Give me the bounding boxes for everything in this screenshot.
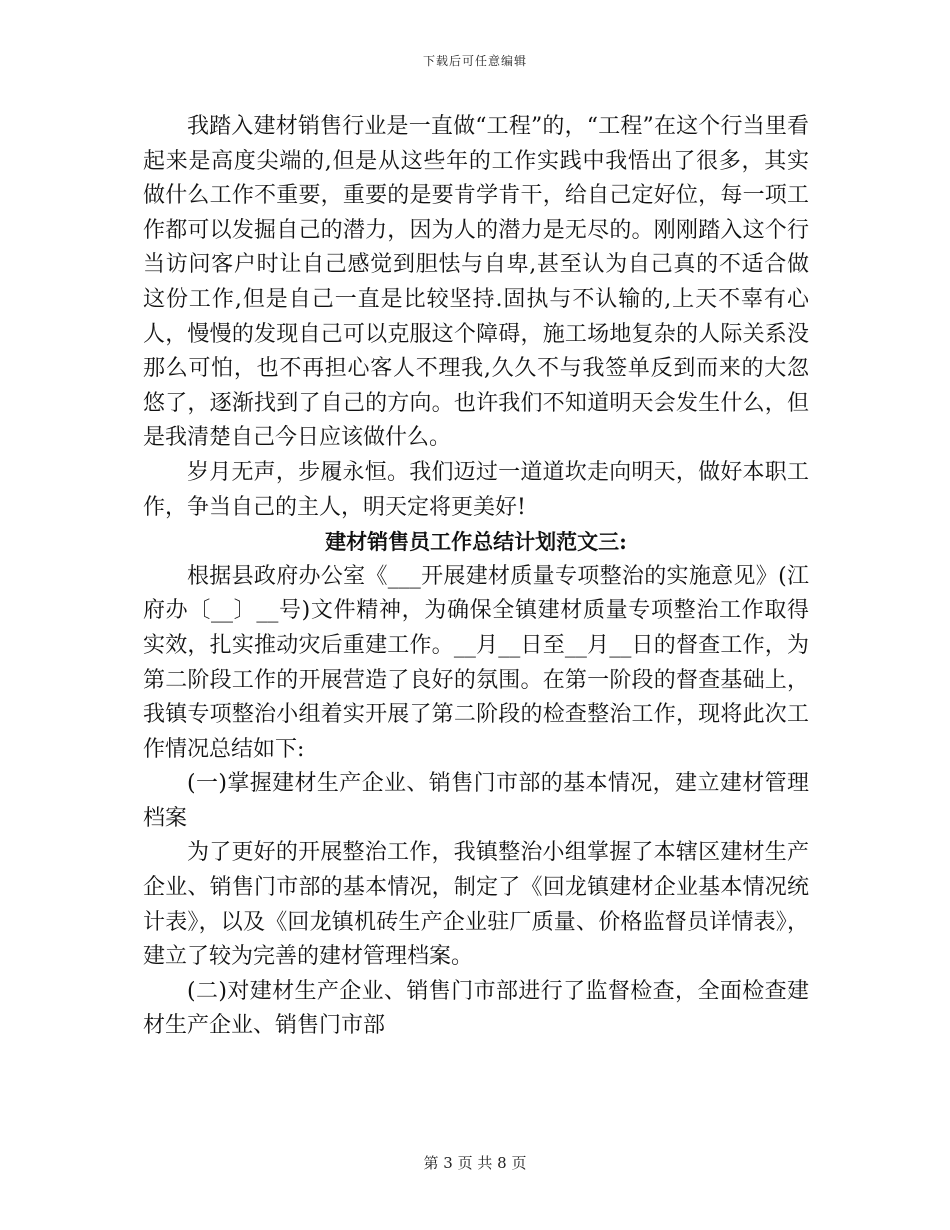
section-title: 建材销售员工作总结计划范文三: — [325, 529, 627, 555]
paragraph: 岁月无声，步履永恒。我们迈过一道道坎走向明天，做好本职工作，争当自己的主人，明天定将更美好! — [143, 459, 809, 520]
document-body — [143, 110, 809, 1044]
page-number: 第 3 页 共 8 页 — [423, 1154, 527, 1172]
paragraph: 根据县政府办公室《___开展建材质量专项整治的实施意见》(江府办〔__〕__号)文件精神，为确保全镇建材质量专项整治工作取得实效，扎实推动灾后重建工作。__月__日至__月__日的督查工作，为第二阶段工作的开展营造了良好的氛围。在第一阶段的督查基础上，我镇专项整治小组着实开展了第二阶段的检查整治工作，现将此次工作情况总结如下: — [143, 563, 809, 762]
paragraph: 为了更好的开展整治工作，我镇整治小组掌握了本辖区建材生产企业、销售门市部的基本情况，制定了《回龙镇建材企业基本情况统计表》，以及《回龙镇机砖生产企业驻厂质量、价格监督员详情表》，建立了较为完善的建材管理档案。 — [143, 840, 809, 970]
page-header: 下载后可任意编辑 — [422, 54, 527, 68]
subheading-paragraph: (一)掌握建材生产企业、销售门市部的基本情况，建立建材管理档案 — [143, 771, 809, 831]
subheading-paragraph: (二)对建材生产企业、销售门市部进行了监督检查，全面检查建材生产企业、销售门市部 — [143, 978, 809, 1039]
paragraph: 我踏入建材销售行业是一直做“工程”的，“工程”在这个行当里看起来是高度尖端的,但是从这些年的工作实践中我悟出了很多，其实做什么工作不重要，重要的是要肯学肯干，给自己定好位，每一项工作都可以发掘自己的潜力，因为人的潜力是无尽的。刚刚踏入这个行当访问客户时让自己感觉到胆怯与自卑,甚至认为自己真的不适合做这份工作,但是自己一直是比较坚持.固执与不认输的,上天不辜有心人，慢慢的发现自己可以克服这个障碍，施工场地复杂的人际关系没那么可怕，也不再担心客人不理我,久久不与我签单反到而来的大忽悠了，逐渐找到了自己的方向。也许我们不知道明天会发生什么，但是我清楚自己今日应该做什么。 — [143, 114, 809, 451]
